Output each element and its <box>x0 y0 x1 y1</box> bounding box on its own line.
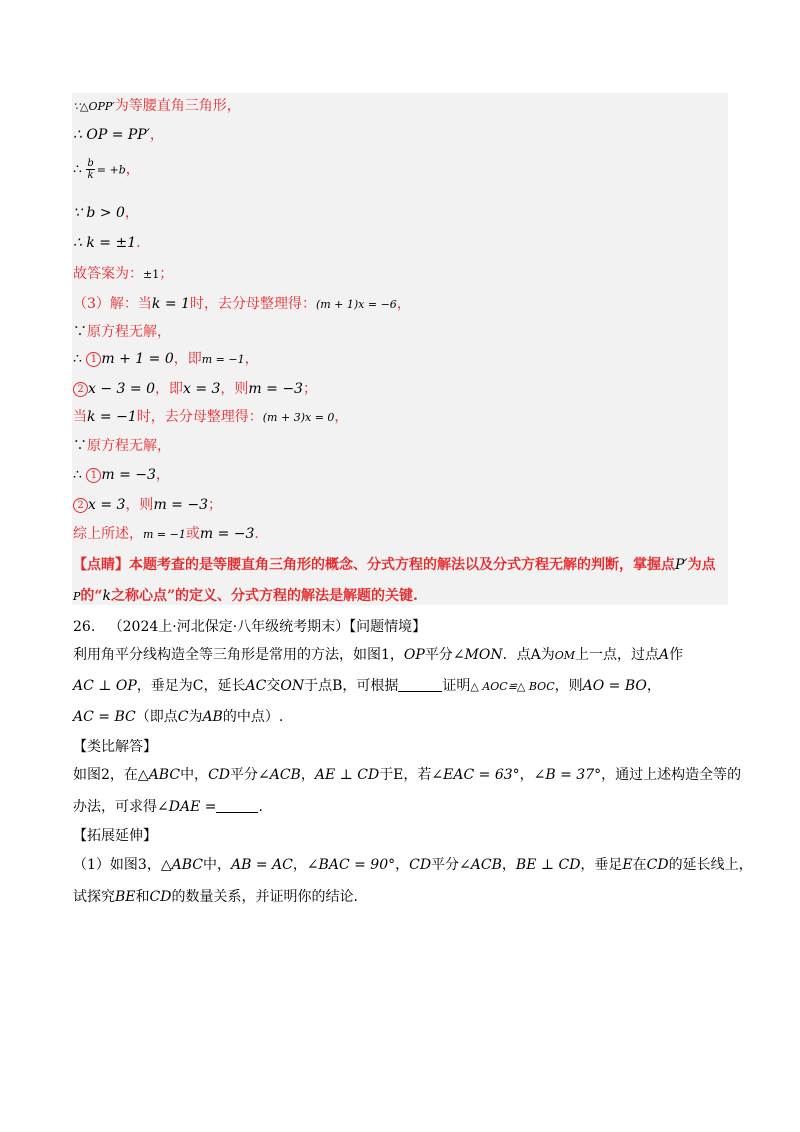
problem-line-1 <box>73 645 683 666</box>
text: . <box>254 526 259 542</box>
math: (m + 1)x = −6 <box>315 298 397 311</box>
text: ， <box>300 767 315 783</box>
text: ， <box>334 409 349 425</box>
section-title: 【拓展延伸】 <box>73 828 157 844</box>
math: BE ⊥ CD <box>515 857 581 873</box>
text: 中， <box>180 767 209 783</box>
solution-line-2 <box>73 125 164 145</box>
math: k = −1 <box>87 409 137 425</box>
text: ， <box>646 678 661 694</box>
math: k = 1 <box>151 296 190 312</box>
math: P′ <box>675 557 688 573</box>
math: ∠ACB <box>459 857 502 873</box>
text: 为点 <box>687 557 716 573</box>
problem-header <box>73 617 426 637</box>
text: 如图2，在 <box>73 767 138 783</box>
text: 平分 <box>424 647 453 663</box>
math: ∴ <box>73 161 82 178</box>
text: 之称心点”的定义、分式方程的解法是解题的关键. <box>110 588 418 604</box>
solution-line-12 <box>73 436 171 456</box>
text: 为等腰直角三角形， <box>114 98 241 114</box>
text: ， <box>292 857 307 873</box>
comment-line-1 <box>73 555 716 575</box>
circled-number: 2 <box>73 382 88 397</box>
math: ∠BAC = 90° <box>306 857 396 873</box>
math: ∠B = 37° <box>533 767 602 783</box>
text: 于E，若 <box>379 767 432 783</box>
comment-line-2 <box>73 586 418 607</box>
math: AB = AC <box>230 857 293 873</box>
circled-number: 1 <box>86 352 101 367</box>
fraction <box>86 158 94 181</box>
text: ，则 <box>554 678 583 694</box>
text: 故答案为： <box>73 266 143 282</box>
solution-line-11 <box>73 407 348 428</box>
text: ， <box>395 857 410 873</box>
text: 的延长线上， <box>668 857 753 873</box>
text: ，则 <box>220 381 249 397</box>
text: ， <box>501 857 516 873</box>
text: 上一点，过点 <box>575 647 660 663</box>
math: △ AOC≌△ BOC <box>470 680 555 693</box>
math: (m + 3)x = 0 <box>262 411 335 424</box>
solution-line-8 <box>73 322 171 342</box>
math: ∵ b > 0 <box>73 205 125 221</box>
solution-line-1 <box>73 96 241 117</box>
text: ， <box>149 127 164 143</box>
solution-line-10 <box>73 379 317 399</box>
circled-number: 2 <box>73 498 88 513</box>
math: m = −1 <box>201 353 245 366</box>
problem-line-3 <box>73 707 283 727</box>
problem-number: 26. <box>73 619 96 635</box>
text: 或 <box>185 526 200 542</box>
problem-line-4 <box>73 765 741 785</box>
math: k <box>102 588 111 604</box>
math: ∵ <box>73 438 87 454</box>
solution-line-13 <box>73 465 170 485</box>
math: m = −1 <box>143 528 186 541</box>
text: 时，去分母整理得： <box>189 296 316 312</box>
math: ∴ k = ±1 <box>73 235 137 251</box>
text: 在 <box>632 857 647 873</box>
text: （1）如图3， <box>73 857 161 873</box>
math: m + 1 = 0 <box>101 351 174 367</box>
text: 作 <box>669 647 684 663</box>
math: AC <box>245 678 267 694</box>
math: ∵ <box>73 324 87 340</box>
denominator: k <box>87 170 94 181</box>
text: 的数量关系，并证明你的结论. <box>171 889 358 905</box>
text: ，通过上述构造全等的 <box>601 767 742 783</box>
solution-line-3 <box>73 158 140 181</box>
math: ON <box>280 678 305 694</box>
math: CD <box>646 857 669 873</box>
text: 于点B，可根据 <box>304 678 399 694</box>
math: ∠ACB <box>258 767 301 783</box>
text: 的“ <box>80 588 103 604</box>
solution-line-4 <box>73 203 139 223</box>
text: 中， <box>202 857 231 873</box>
text: （3）解：当 <box>73 296 152 312</box>
solution-line-7 <box>73 294 411 315</box>
text: 办法，可求得 <box>73 799 157 815</box>
answer-blank[interactable] <box>216 798 258 813</box>
math: CD <box>409 857 432 873</box>
text: 平分 <box>431 857 460 873</box>
math: ∠MON <box>452 647 503 663</box>
text: 原方程无解， <box>87 324 171 340</box>
math: m = −3 <box>248 381 303 397</box>
math: ±1 <box>143 268 160 281</box>
math: OP <box>403 647 425 663</box>
text: 当 <box>73 409 87 425</box>
math: CD <box>149 889 172 905</box>
math: ∠EAC = 63° <box>431 767 520 783</box>
math: △ABC <box>137 767 181 783</box>
text: 综上所述， <box>73 526 143 542</box>
math: ∠DAE = <box>157 799 217 815</box>
text: 为 <box>188 709 203 725</box>
answer-blank[interactable] <box>398 677 442 692</box>
math: ∵△OPP′ <box>73 100 115 113</box>
text: 的中点）. <box>222 709 284 725</box>
math: AO = BO <box>582 678 647 694</box>
math: AC = BC <box>73 709 136 725</box>
section-heading-analogy <box>73 737 157 757</box>
math: AB <box>202 709 223 725</box>
solution-line-6 <box>73 264 173 285</box>
math: OM <box>554 649 576 662</box>
math: x = 3 <box>88 497 126 513</box>
text: ； <box>159 266 174 282</box>
text: ， <box>396 296 411 312</box>
math: ∴ <box>73 351 82 367</box>
math: AC ⊥ OP <box>73 678 137 694</box>
math: x = 3 <box>182 381 221 397</box>
solution-line-5 <box>73 233 141 253</box>
problem-line-5 <box>73 797 263 817</box>
text: （即点 <box>135 709 178 725</box>
comment-tag: 【点睛】 <box>73 557 129 573</box>
text: 证明 <box>442 678 471 694</box>
text: ，即 <box>154 381 183 397</box>
text: ， <box>124 205 139 221</box>
math: m = −3 <box>101 467 156 483</box>
problem-line-2 <box>73 676 661 697</box>
text: ，垂足为C，延长 <box>136 678 246 694</box>
text: 本题考查的是等腰直角三角形的概念、分式方程的解法以及分式方程无解的判断，掌握点 <box>129 557 675 573</box>
text: ．点A为 <box>502 647 555 663</box>
text: 试探究 <box>73 889 115 905</box>
text: 交 <box>266 678 281 694</box>
math: AE ⊥ CD <box>314 767 380 783</box>
text: ，垂足 <box>580 857 623 873</box>
circled-number: 1 <box>86 468 101 483</box>
math: ∴ <box>73 467 82 483</box>
math: C <box>177 709 189 725</box>
math: BE <box>115 889 136 905</box>
text: . <box>258 799 263 815</box>
text: 和 <box>135 889 150 905</box>
math: A <box>659 647 670 663</box>
math: ∴ OP = PP′ <box>73 127 150 143</box>
math: x − 3 = 0 <box>88 381 155 397</box>
text: 利用角平分线构造全等三角形是常用的方法，如图1， <box>73 647 404 663</box>
text: 原方程无解， <box>87 438 171 454</box>
text: ， <box>519 767 534 783</box>
math: E <box>622 857 633 873</box>
math: P <box>73 590 81 603</box>
math: CD <box>208 767 230 783</box>
math: = +b <box>96 163 126 177</box>
text: ， <box>125 161 140 178</box>
problem-line-7 <box>73 887 358 907</box>
section-title: 【类比解答】 <box>73 739 157 755</box>
text: ， <box>155 467 170 483</box>
solution-line-14 <box>73 495 222 515</box>
text: ； <box>207 497 222 513</box>
solution-line-9 <box>73 349 259 370</box>
text: 平分 <box>230 767 258 783</box>
text: ， <box>244 351 259 367</box>
text: . <box>136 235 141 251</box>
math: m = −3 <box>153 497 208 513</box>
text: ，即 <box>173 351 202 367</box>
text: ，则 <box>125 497 154 513</box>
math: m = −3 <box>199 526 255 542</box>
numerator: b <box>87 158 94 169</box>
problem-line-6 <box>73 855 753 875</box>
math: △ABC <box>160 857 203 873</box>
text: 时，去分母整理得： <box>136 409 263 425</box>
problem-source: （2024上·河北保定·八年级统考期末）【问题情境】 <box>108 619 427 635</box>
text: ； <box>302 381 317 397</box>
solution-line-15 <box>73 524 259 545</box>
section-heading-extension <box>73 826 157 846</box>
